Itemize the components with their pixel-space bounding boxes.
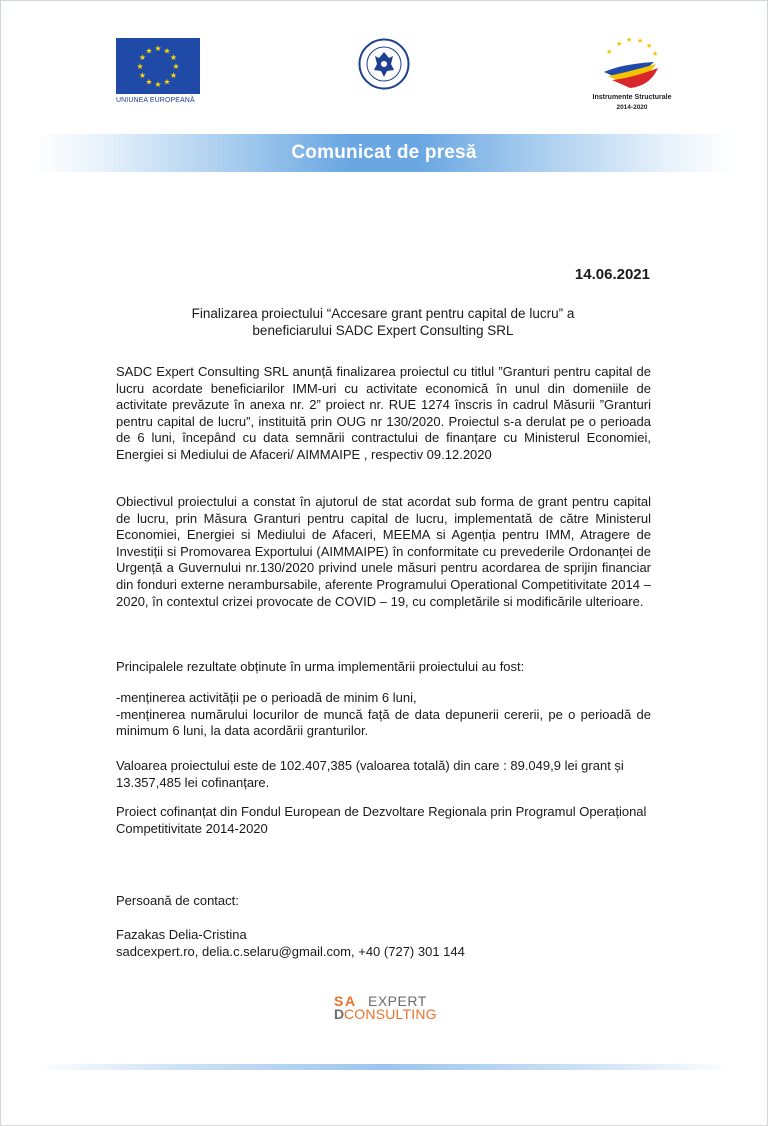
svg-text:★: ★ <box>138 53 147 62</box>
paragraph-project-completion: SADC Expert Consulting SRL anunță finalizarea proiectul cu titlul ”Granturi pentru capital de lucru acordate beneficiarilor IMM-uri cu activitate economică în unul din domeniile de activitate prevăzute în anexa nr. 2” proiect nr. RUE 1274 înscris în cadrul Măsurii ”Granturi pentru capital de lucru”, instituită prin OUG nr 130/2020. Proiectul s-a derulat pe o perioada de 6 luni, începând cu data semnării contractului de finanțare cu Ministerul Economiei, Energiei si Mediului de Afaceri/ AIMMAIPE , respectiv 09.12.2020 <box>116 364 651 462</box>
svg-text:★: ★ <box>169 71 178 80</box>
svg-text:★: ★ <box>145 46 153 56</box>
svg-text:★: ★ <box>154 80 162 89</box>
document-date: 14.06.2021 <box>574 266 650 283</box>
logo-letter-d: D <box>334 1006 345 1022</box>
title-line-1: Finalizarea proiectului “Accesare grant pentru capital de lucru” a <box>191 306 575 321</box>
result-item: -menținerea activității pe o perioadă de minim 6 luni, <box>116 690 417 705</box>
svg-text:★: ★ <box>145 77 153 87</box>
press-release-banner <box>34 134 734 172</box>
contact-details <box>116 927 651 960</box>
sadc-expert-consulting-logo <box>334 994 454 1024</box>
svg-text:★: ★ <box>163 46 171 56</box>
banner-title: Comunicat de presă <box>291 142 477 163</box>
title-line-2: beneficiarului SADC Expert Consulting SRL <box>252 323 514 338</box>
svg-text:★: ★ <box>646 43 653 50</box>
svg-text:★: ★ <box>169 53 178 62</box>
document-title <box>116 305 650 339</box>
svg-text:★: ★ <box>136 62 144 71</box>
svg-text:★: ★ <box>652 51 659 58</box>
government-seal-icon <box>358 38 410 90</box>
footer-decorative-bar <box>34 1064 734 1070</box>
eu-caption: UNIUNEA EUROPEANĂ <box>116 97 195 104</box>
svg-text:★: ★ <box>138 71 147 80</box>
svg-text:★: ★ <box>606 49 613 56</box>
structural-instruments-icon <box>582 34 682 92</box>
logo-word-consulting: CONSULTING <box>344 1006 437 1022</box>
svg-text:★: ★ <box>637 38 644 45</box>
results-list <box>116 690 651 740</box>
paragraph-cofinancing: Proiect cofinanțat din Fondul European de Dezvoltare Regionala prin Programul Operațional Competitivitate 2014-2020 <box>116 804 647 836</box>
eu-flag-icon <box>116 38 200 94</box>
svg-text:★: ★ <box>154 44 162 53</box>
structural-years: 2014-2020 <box>616 104 648 111</box>
svg-text:★: ★ <box>616 41 623 48</box>
paragraph-project-value: Valoarea proiectului este de 102.407,385 (valoarea totală) din care : 89.049,9 lei grant și 13.357,485 lei cofinanțare. <box>116 758 624 790</box>
svg-text:★: ★ <box>163 77 171 87</box>
structural-caption: Instrumente Structurale <box>592 94 672 101</box>
contact-label: Persoană de contact: <box>116 893 239 908</box>
result-item: -menținerea numărului locurilor de muncă față de data depunerii cererii, pe o perioadă de minimum 6 luni, la data acordării granturilor. <box>116 706 651 739</box>
eu-logo <box>116 38 202 104</box>
paragraph-results-intro: Principalele rezultate obținute în urma implementării proiectului au fost: <box>116 659 525 674</box>
svg-text:★: ★ <box>172 62 180 71</box>
contact-name: Fazakas Delia-Cristina <box>116 927 247 942</box>
structural-instruments-logo <box>582 34 682 120</box>
logo-word-expert: EXPERT <box>368 993 427 1009</box>
contact-info: sadcexpert.ro, delia.c.selaru@gmail.com, +40 (727) 301 144 <box>116 943 465 959</box>
svg-text:★: ★ <box>626 37 633 44</box>
logo-letter-s: S <box>334 993 344 1009</box>
paragraph-objective: Obiectivul proiectului a constat în ajutorul de stat acordat sub forma de grant pentru capital de lucru, prin Măsura Granturi pentru capital de lucru, implementată de către Ministerul Economiei, Energiei si Mediului de Afaceri, MEEMA si Agenția pentru IMM, Atragere de Investiții si Promovarea Exportului (AIMMAIPE) în conformitate cu prevederile Ordonanței de Urgență a Guvernului nr.130/2020 privind unele măsuri pentru acordarea de sprijin financiar din fonduri externe nerambursabile, aferente Programului Operational Competitivitate 2014 – 2020, în contextul crizei provocate de COVID – 19, cu completările si modificările ulterioare. <box>116 494 651 609</box>
logo-letter-a: A <box>345 993 356 1009</box>
